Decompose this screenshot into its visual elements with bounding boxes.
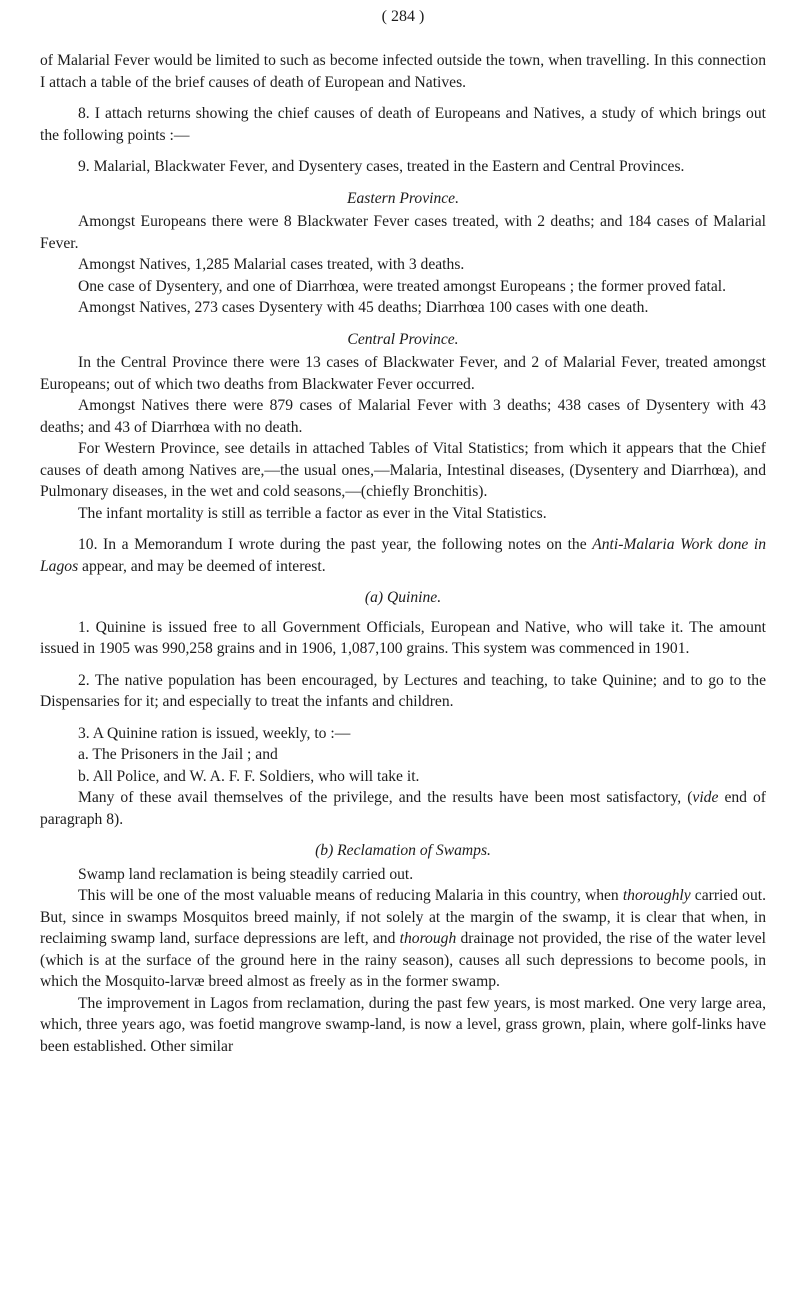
swamps-thoroughly: thoroughly — [622, 887, 691, 904]
paragraph-10 — [40, 534, 766, 577]
quinine-results — [40, 787, 766, 830]
swamps-explanation-c: drainage not provided, the rise of the water level (which is at the surface of the ground here in the rainy season), causes all such depressions to become pools, in which the Mosquito-larvæ breed almost as freely as in the former swamp. — [40, 930, 767, 990]
paragraph-10-lead: 10. In a Memorandum I wrote during the past year, the following notes on the — [78, 536, 593, 553]
quinine-results-tail: end of paragraph 8). — [40, 789, 766, 828]
page-number: ( 284 ) — [381, 8, 425, 25]
eastern-europeans: Amongst Europeans there were 8 Blackwater Fever cases treated, with 2 deaths; and 184 cases of Malarial Fever. — [40, 213, 766, 252]
western-province: For Western Province, see details in attached Tables of Vital Statistics; from which it appears that the Chief causes of death among Natives are,—the usual ones,—Malaria, Intestinal diseases, (Dysentery and Diarrhœa), and Pulmonary diseases, in the wet and cold seasons,—(chiefly Bronchitis). — [40, 440, 766, 500]
quinine-heading: (a) Quinine. — [364, 589, 442, 606]
quinine-item-a: a. The Prisoners in the Jail ; and — [78, 746, 278, 763]
eastern-natives-malarial: Amongst Natives, 1,285 Malarial cases treated, with 3 deaths. — [78, 256, 465, 273]
eastern-dysentery-europeans: One case of Dysentery, and one of Diarrhœa, were treated amongst Europeans ; the former proved fatal. — [78, 277, 727, 295]
central-province-heading: Central Province. — [347, 330, 459, 348]
infant-mortality: The infant mortality is still as terrible a factor as ever in the Vital Statistics. — [78, 504, 547, 522]
paragraph-10-tail: appear, and may be deemed of interest. — [78, 557, 326, 575]
swamps-reclamation: Swamp land reclamation is being steadily carried out. — [78, 865, 414, 883]
eastern-province-heading: Eastern Province. — [346, 189, 459, 207]
quinine-point-2: 2. The native population has been encouraged, by Lectures and teaching, to take Quinine; and to go to the Dispensaries for it; and especially to treat the infants and children. — [40, 671, 766, 710]
paragraph-8: 8. I attach returns showing the chief causes of death of Europeans and Natives, a study of which brings out the following points :— — [40, 105, 766, 144]
central-europeans: In the Central Province there were 13 cases of Blackwater Fever, and 2 of Malarial Fever, treated amongst Europeans; out of which two deaths from Blackwater Fever occurred. — [40, 354, 766, 393]
intro-paragraph: of Malarial Fever would be limited to such as become infected outside the town, when travelling. In this connection I attach a table of the brief causes of death of European and Natives. — [40, 52, 766, 91]
eastern-natives-dysentery: Amongst Natives, 273 cases Dysentery with 45 deaths; Diarrhœa 100 cases with one death. — [78, 299, 649, 316]
swamps-heading: (b) Reclamation of Swamps. — [315, 842, 491, 859]
quinine-point-3: 3. A Quinine ration is issued, weekly, to :— — [78, 724, 351, 742]
swamps-explanation-a: This will be one of the most valuable means of reducing Malaria in this country, when — [78, 887, 623, 904]
quinine-results-vide: vide — [692, 789, 719, 806]
paragraph-10-title: Anti-Malaria Work done in Lagos — [40, 536, 766, 575]
swamps-improvement: The improvement in Lagos from reclamation, during the past few years, is most marked. One very large area, which, three years ago, was foetid mangrove swamp-land, is now a level, grass grown, plain, where golf-links have been established. Other similar — [40, 994, 766, 1055]
quinine-point-1: 1. Quinine is issued free to all Government Officials, European and Native, who will take it. The amount issued in 1905 was 990,258 grains and in 1906, 1,087,100 grains. This system was commenced in 1901. — [40, 618, 766, 657]
swamps-explanation — [40, 885, 766, 993]
quinine-item-b: b. All Police, and W. A. F. F. Soldiers, who will take it. — [78, 767, 420, 785]
swamps-thorough: thorough — [399, 930, 457, 947]
central-natives: Amongst Natives there were 879 cases of Malarial Fever with 3 deaths; 438 cases of Dysentery with 43 deaths; and 43 of Diarrhœa with no death. — [40, 397, 766, 436]
swamps-explanation-b: carried out. But, since in swamps Mosquitos breed mainly, if not solely at the margin of the swamp, it is clear that when, in reclaiming swamp land, surface depressions are left, and — [40, 887, 766, 947]
quinine-results-lead: Many of these avail themselves of the privilege, and the results have been most satisfactory, ( — [78, 789, 693, 806]
paragraph-9: 9. Malarial, Blackwater Fever, and Dysentery cases, treated in the Eastern and Central Provinces. — [78, 158, 685, 175]
